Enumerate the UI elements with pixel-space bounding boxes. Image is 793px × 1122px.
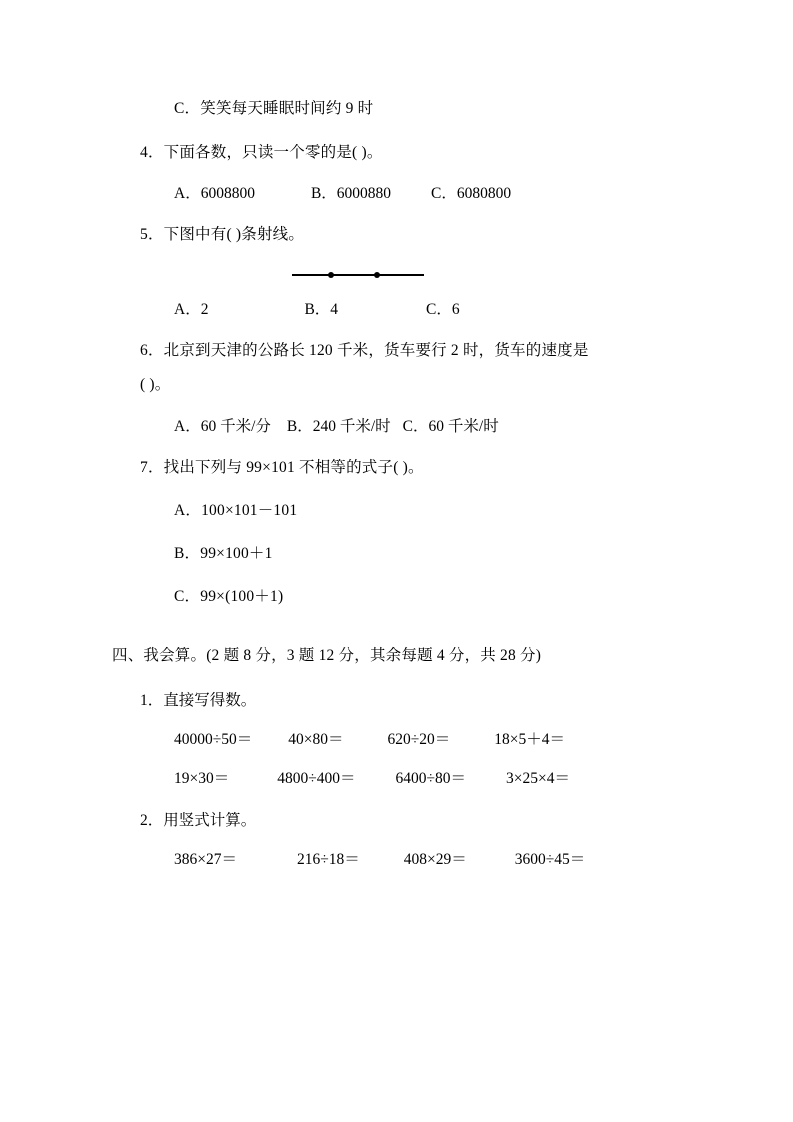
q4-option-c[interactable]: C．6080800 bbox=[431, 185, 512, 203]
calc-expression[interactable]: 6400÷80＝ bbox=[395, 770, 467, 788]
q6-option-b[interactable]: B．240 千米/时 bbox=[286, 417, 391, 435]
gap bbox=[466, 766, 506, 788]
section-four-sub1-label: 1．直接写得数。 bbox=[140, 692, 257, 710]
gap bbox=[237, 847, 297, 869]
question-6-stem-cont: ( )。 bbox=[140, 376, 171, 394]
ray-point bbox=[374, 272, 380, 278]
section-four-sub2-row-1 bbox=[112, 847, 682, 869]
question-4-options bbox=[112, 181, 682, 203]
gap bbox=[271, 414, 287, 436]
question-5-stem: 5．下图中有( )条射线。 bbox=[140, 226, 305, 244]
calc-expression[interactable]: 620÷20＝ bbox=[387, 731, 451, 749]
ray-point bbox=[328, 272, 334, 278]
q5-option-c[interactable]: C．6 bbox=[426, 301, 460, 319]
calc-expression[interactable]: 3×25×4＝ bbox=[506, 770, 571, 788]
q7-option-b[interactable]: B．99×100＋1 bbox=[174, 544, 273, 562]
question-7-stem: 7．找出下列与 99×101 不相等的式子( )。 bbox=[140, 458, 424, 476]
question-5-figure bbox=[112, 261, 682, 287]
section-four-heading: 四、我会算。(2 题 8 分，3 题 12 分，其余每题 4 分，共 28 分) bbox=[112, 646, 542, 664]
page-content bbox=[112, 96, 682, 869]
gap bbox=[344, 727, 388, 749]
ray-line bbox=[292, 274, 424, 275]
gap bbox=[391, 181, 431, 203]
calc-expression[interactable]: 4800÷400＝ bbox=[277, 770, 356, 788]
q5-option-b[interactable]: B．4 bbox=[304, 301, 339, 319]
q4-option-a[interactable]: A．6008800 bbox=[174, 185, 255, 203]
gap bbox=[391, 414, 403, 436]
calc-expression[interactable]: 19×30＝ bbox=[174, 770, 230, 788]
q7-option-a[interactable]: A．100×101－101 bbox=[174, 501, 298, 519]
question-5-options bbox=[112, 297, 682, 319]
section-four-sub2-label: 2．用竖式计算。 bbox=[140, 812, 257, 830]
calc-expression[interactable]: 40000÷50＝ bbox=[174, 731, 253, 749]
calc-expression[interactable]: 3600÷45＝ bbox=[514, 851, 586, 869]
q7-option-c[interactable]: C．99×(100＋1) bbox=[174, 587, 284, 605]
gap bbox=[356, 766, 396, 788]
calc-expression[interactable]: 216÷18＝ bbox=[297, 851, 360, 869]
gap bbox=[338, 297, 426, 319]
q6-option-c[interactable]: C．60 千米/时 bbox=[402, 417, 499, 435]
q3-option-c: C．笑笑每天睡眠时间约 9 时 bbox=[174, 100, 374, 117]
gap bbox=[229, 766, 277, 788]
q5-option-a[interactable]: A．2 bbox=[174, 301, 209, 319]
calc-expression[interactable]: 40×80＝ bbox=[288, 731, 344, 749]
calc-expression[interactable]: 408×29＝ bbox=[403, 851, 467, 869]
question-4-stem: 4．下面各数，只读一个零的是( )。 bbox=[140, 144, 383, 162]
gap bbox=[252, 727, 288, 749]
q4-option-b[interactable]: B．6000880 bbox=[310, 185, 392, 203]
gap bbox=[255, 181, 311, 203]
calc-expression[interactable]: 18×5＋4＝ bbox=[494, 731, 566, 749]
gap bbox=[208, 297, 304, 319]
gap bbox=[360, 847, 404, 869]
question-6-options bbox=[112, 414, 682, 436]
ray-diagram-icon bbox=[292, 271, 424, 279]
section-four-sub1-row-1 bbox=[112, 727, 682, 749]
q6-option-a[interactable]: A．60 千米/分 bbox=[174, 417, 271, 435]
section-four-sub1-row-2 bbox=[112, 766, 682, 788]
calc-expression[interactable]: 386×27＝ bbox=[174, 851, 237, 869]
gap bbox=[450, 727, 494, 749]
gap bbox=[467, 847, 515, 869]
question-6-stem: 6．北京到天津的公路长 120 千米，货车要行 2 时，货车的速度是 bbox=[140, 342, 589, 360]
